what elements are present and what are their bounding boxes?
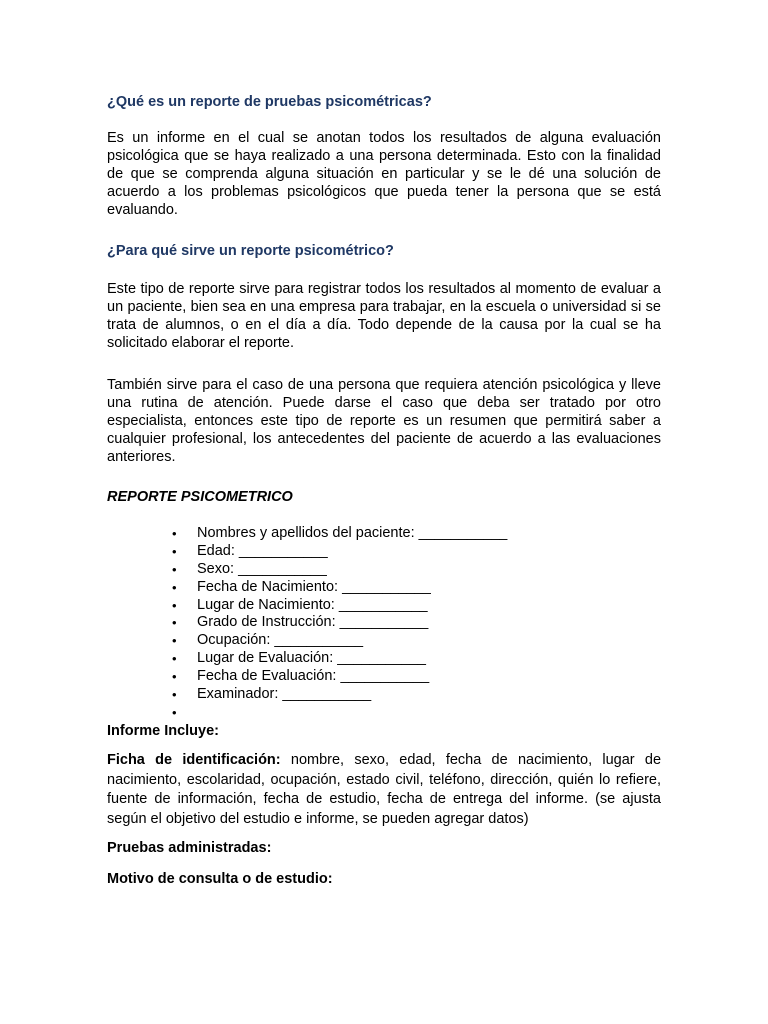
report-field-label: Nombres y apellidos del paciente: ___________ — [197, 525, 508, 541]
ficha-paragraph — [107, 751, 661, 830]
report-field-item — [170, 704, 507, 722]
report-field-label: Fecha de Nacimiento: ___________ — [197, 578, 431, 595]
bullet-icon: • — [172, 669, 177, 685]
report-field-item — [170, 597, 507, 615]
informe-heading: Informe Incluye: — [107, 723, 219, 739]
report-field-label: Grado de Instrucción: ___________ — [197, 614, 429, 631]
report-field-label: Fecha de Evaluación: ___________ — [197, 668, 430, 685]
report-field-label: Edad: ___________ — [197, 542, 328, 559]
report-field-label: Examinador: ___________ — [197, 686, 372, 703]
report-field-item — [170, 668, 507, 686]
bullet-icon: • — [172, 615, 177, 631]
report-field-label: Lugar de Evaluación: ___________ — [197, 650, 426, 667]
bullet-icon: • — [172, 704, 177, 720]
motivo-heading: Motivo de consulta o de estudio: — [107, 871, 333, 887]
bullet-icon: • — [172, 579, 177, 595]
bullet-icon: • — [172, 561, 177, 577]
report-field-item — [170, 650, 507, 668]
pruebas-heading: Pruebas administradas: — [107, 840, 272, 856]
paragraph-1: Es un informe en el cual se anotan todos los resultados de alguna evaluación psicológica que se haya realizado a una persona determinada. Esto con la finalidad de que se comprenda alguna situación en particular y se le dé una solución de acuerdo a los problemas psicológicos que pueda tener la persona que se está evaluando. — [107, 130, 661, 218]
report-field-label: Lugar de Nacimiento: ___________ — [197, 596, 428, 613]
report-field-item — [170, 686, 507, 704]
report-field-label: Sexo: ___________ — [197, 560, 327, 577]
bullet-icon: • — [172, 526, 177, 541]
ficha-label: Ficha de identificación: — [107, 752, 281, 768]
report-title: REPORTE PSICOMETRICO — [107, 489, 293, 505]
report-field-item — [170, 614, 507, 632]
report-field-item — [170, 543, 507, 561]
report-field-list — [170, 525, 507, 722]
question-heading-1: ¿Qué es un reporte de pruebas psicométricas? — [107, 94, 432, 110]
report-field-item — [170, 632, 507, 650]
bullet-icon: • — [172, 687, 177, 703]
report-field-item — [170, 525, 507, 543]
report-field-item — [170, 579, 507, 597]
bullet-icon: • — [172, 597, 177, 613]
report-field-label: Ocupación: ___________ — [197, 632, 364, 649]
bullet-icon: • — [172, 543, 177, 559]
paragraph-2: Este tipo de reporte sirve para registrar todos los resultados al momento de evaluar a un paciente, bien sea en una empresa para trabajar, en la escuela o universidad si se trata de alumnos, o en el día a día. Todo depende de la causa por la cual se ha solicitado elaborar el reporte. — [107, 281, 661, 351]
ficha-text: nombre, sexo, edad, fecha de nacimiento, lugar de nacimiento, escolaridad, ocupación, estado civil, teléfono, dirección, quién lo refiere, fuente de información, fecha de estudio, fecha de entrega del informe. (se ajusta según el objetivo del estudio e informe, se pueden agregar datos) — [107, 752, 662, 828]
paragraph-3: También sirve para el caso de una persona que requiera atención psicológica y lleve una rutina de atención. Puede darse el caso que deba ser tratado por otro especialista, entonces este tipo de reporte es un resumen que permitirá saber a cualquier profesional, los antecedentes del paciente de acuerdo a las evaluaciones anteriores. — [107, 377, 661, 465]
bullet-icon: • — [172, 633, 177, 649]
question-heading-2: ¿Para qué sirve un reporte psicométrico? — [107, 243, 394, 259]
report-field-item — [170, 561, 507, 579]
bullet-icon: • — [172, 651, 177, 667]
